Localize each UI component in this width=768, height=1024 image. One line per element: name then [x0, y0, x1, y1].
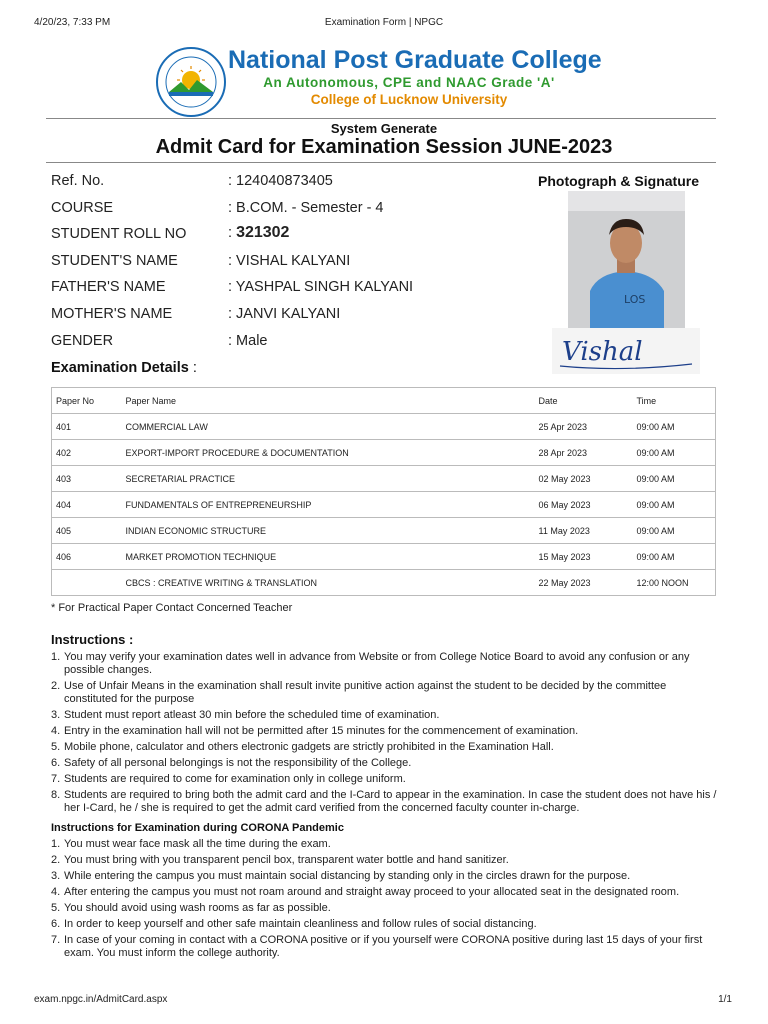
list-item-text: Use of Unfair Means in the examination shall result invite punitive action against the student to be decided by the committee constituted for the purpose — [64, 680, 667, 705]
list-item-text: After entering the campus you must not roam around and straight away proceed to your allocated seat in the designated room. — [64, 886, 680, 898]
list-number: 7. — [51, 934, 61, 946]
gender-value: : Male — [228, 333, 268, 349]
exam-date-cell: 11 May 2023 — [535, 518, 633, 544]
exam-date-cell: 22 May 2023 — [535, 570, 633, 596]
corona-instructions-heading: Instructions for Examination during CORONA Pandemic — [51, 822, 344, 834]
exam-time-cell: 09:00 AM — [633, 544, 716, 570]
paper-name-cell: EXPORT-IMPORT PROCEDURE & DOCUMENTATION — [122, 440, 535, 466]
paper-no-cell: 405 — [52, 518, 122, 544]
paper-no-cell: 402 — [52, 440, 122, 466]
exam-time-cell: 09:00 AM — [633, 440, 716, 466]
corona-instruction-item — [51, 918, 719, 931]
roll-no-label: STUDENT ROLL NO — [51, 226, 187, 242]
exam-date-cell: 15 May 2023 — [535, 544, 633, 570]
exam-schedule-table — [51, 387, 716, 596]
exam-time-cell: 09:00 AM — [633, 518, 716, 544]
list-number: 3. — [51, 709, 61, 721]
column-header: Date — [535, 388, 633, 414]
table-row — [52, 518, 716, 544]
column-header: Time — [633, 388, 716, 414]
list-item-text: In case of your coming in contact with a CORONA positive or if you yourself were CORONA positive during last 15 days of your first exam. You must inform the college authority. — [64, 934, 703, 959]
student-name-value: : VISHAL KALYANI — [228, 253, 351, 269]
instructions-list — [51, 651, 719, 818]
print-page-title: Examination Form | NPGC — [324, 17, 444, 28]
instruction-item — [51, 789, 719, 815]
instruction-item — [51, 741, 719, 754]
table-header-row — [52, 388, 716, 414]
list-number: 5. — [51, 741, 61, 753]
instruction-item — [51, 725, 719, 738]
table-row — [52, 414, 716, 440]
exam-date-cell: 06 May 2023 — [535, 492, 633, 518]
course-label: COURSE — [51, 200, 114, 216]
ref-no-label: Ref. No. — [51, 173, 105, 189]
exam-details-heading-colon: : — [188, 360, 197, 376]
list-number: 1. — [51, 651, 61, 663]
student-signature — [552, 328, 700, 374]
list-item-text: Mobile phone, calculator and others electronic gadgets are strictly prohibited in the Examination Hall. — [64, 741, 554, 753]
table-row — [52, 440, 716, 466]
college-tagline-university: College of Lucknow University — [310, 92, 508, 107]
table-row — [52, 466, 716, 492]
table-row — [52, 570, 716, 596]
father-name-value: : YASHPAL SINGH KALYANI — [228, 279, 414, 295]
ref-no-value: : 124040873405 — [228, 173, 333, 189]
corona-instruction-item — [51, 870, 719, 883]
college-name: National Post Graduate College — [228, 46, 602, 74]
student-photo — [568, 191, 685, 329]
paper-no-cell — [52, 570, 122, 596]
list-number: 1. — [51, 838, 61, 850]
print-page-count: 1/1 — [718, 994, 732, 1005]
list-number: 4. — [51, 886, 61, 898]
instruction-item — [51, 709, 719, 722]
list-item-text: You may verify your examination dates well in advance from Website or from College Notice Board to avoid any confusion or any possible changes. — [64, 651, 690, 676]
signature-text: Vishal — [562, 337, 643, 367]
exam-time-cell: 09:00 AM — [633, 414, 716, 440]
corona-instruction-item — [51, 854, 719, 867]
corona-instruction-item — [51, 886, 719, 899]
exam-details-heading — [51, 360, 197, 376]
corona-instructions-list — [51, 838, 719, 963]
mother-name-label: MOTHER'S NAME — [51, 306, 173, 322]
list-item-text: While entering the campus you must maintain social distancing by standing only in the circles drawn for the purpose. — [64, 870, 631, 882]
exam-time-cell: 12:00 NOON — [633, 570, 716, 596]
admit-card-title: Admit Card for Examination Session JUNE-2023 — [155, 136, 613, 158]
instructions-heading: Instructions : — [51, 632, 134, 647]
corona-instruction-item — [51, 934, 719, 960]
corona-instruction-item — [51, 838, 719, 851]
divider — [46, 162, 716, 163]
gender-label: GENDER — [51, 333, 114, 349]
instruction-item — [51, 680, 719, 706]
paper-name-cell: FUNDAMENTALS OF ENTREPRENEURSHIP — [122, 492, 535, 518]
paper-name-cell: CBCS : CREATIVE WRITING & TRANSLATION — [122, 570, 535, 596]
course-value: : B.COM. - Semester - 4 — [228, 200, 384, 216]
exam-time-cell: 09:00 AM — [633, 466, 716, 492]
instruction-item — [51, 651, 719, 677]
list-item-text: You must wear face mask all the time during the exam. — [64, 838, 331, 850]
table-row — [52, 544, 716, 570]
paper-name-cell: MARKET PROMOTION TECHNIQUE — [122, 544, 535, 570]
list-item-text: Entry in the examination hall will not be permitted after 15 minutes for the commencement of examination. — [64, 725, 579, 737]
paper-name-cell: INDIAN ECONOMIC STRUCTURE — [122, 518, 535, 544]
father-name-label: FATHER'S NAME — [51, 279, 166, 295]
list-number: 4. — [51, 725, 61, 737]
column-header: Paper No — [52, 388, 122, 414]
exam-details-heading-text: Examination Details — [51, 360, 189, 376]
column-header: Paper Name — [122, 388, 535, 414]
practical-paper-note: * For Practical Paper Contact Concerned Teacher — [51, 602, 293, 614]
paper-name-cell: COMMERCIAL LAW — [122, 414, 535, 440]
list-number: 2. — [51, 680, 61, 692]
list-number: 2. — [51, 854, 61, 866]
divider — [46, 118, 716, 119]
list-item-text: Student must report atleast 30 min before the scheduled time of examination. — [64, 709, 440, 721]
list-item-text: Safety of all personal belongings is not the responsibility of the College. — [64, 757, 412, 769]
photo-signature-heading: Photograph & Signature — [538, 173, 699, 189]
exam-date-cell: 25 Apr 2023 — [535, 414, 633, 440]
table-row — [52, 492, 716, 518]
roll-no-number: 321302 — [236, 224, 290, 241]
paper-no-cell: 404 — [52, 492, 122, 518]
list-item-text: You must bring with you transparent pencil box, transparent water bottle and hand sanitizer. — [64, 854, 509, 866]
instruction-item — [51, 757, 719, 770]
print-datetime: 4/20/23, 7:33 PM — [34, 17, 111, 28]
college-logo — [155, 46, 227, 118]
list-item-text: You should avoid using wash rooms as far as possible. — [64, 902, 331, 914]
list-number: 8. — [51, 789, 61, 801]
roll-no-value — [228, 224, 289, 242]
system-generate-label: System Generate — [330, 121, 438, 136]
paper-no-cell: 406 — [52, 544, 122, 570]
paper-name-cell: SECRETARIAL PRACTICE — [122, 466, 535, 492]
list-item-text: In order to keep yourself and other safe maintain cleanliness and follow rules of social distancing. — [64, 918, 537, 930]
list-number: 6. — [51, 757, 61, 769]
list-number: 3. — [51, 870, 61, 882]
paper-no-cell: 403 — [52, 466, 122, 492]
roll-no-separator: : — [228, 225, 237, 241]
photo-shirt-text: LOS — [624, 293, 646, 306]
corona-instruction-item — [51, 902, 719, 915]
exam-date-cell: 28 Apr 2023 — [535, 440, 633, 466]
list-item-text: Students are required to bring both the admit card and the I-Card to appear in the examination. In case the student does not have his / her I-Card, he / she is required to get the admit card verified from the concerned faculty counter in-charge. — [64, 789, 717, 814]
list-number: 7. — [51, 773, 61, 785]
exam-time-cell: 09:00 AM — [633, 492, 716, 518]
college-tagline-accreditation: An Autonomous, CPE and NAAC Grade 'A' — [263, 75, 555, 90]
paper-no-cell: 401 — [52, 414, 122, 440]
list-item-text: Students are required to come for examination only in college uniform. — [64, 773, 406, 785]
list-number: 5. — [51, 902, 61, 914]
mother-name-value: : JANVI KALYANI — [228, 306, 341, 322]
list-number: 6. — [51, 918, 61, 930]
instruction-item — [51, 773, 719, 786]
student-name-label: STUDENT'S NAME — [51, 253, 178, 269]
exam-date-cell: 02 May 2023 — [535, 466, 633, 492]
print-url: exam.npgc.in/AdmitCard.aspx — [34, 994, 168, 1005]
